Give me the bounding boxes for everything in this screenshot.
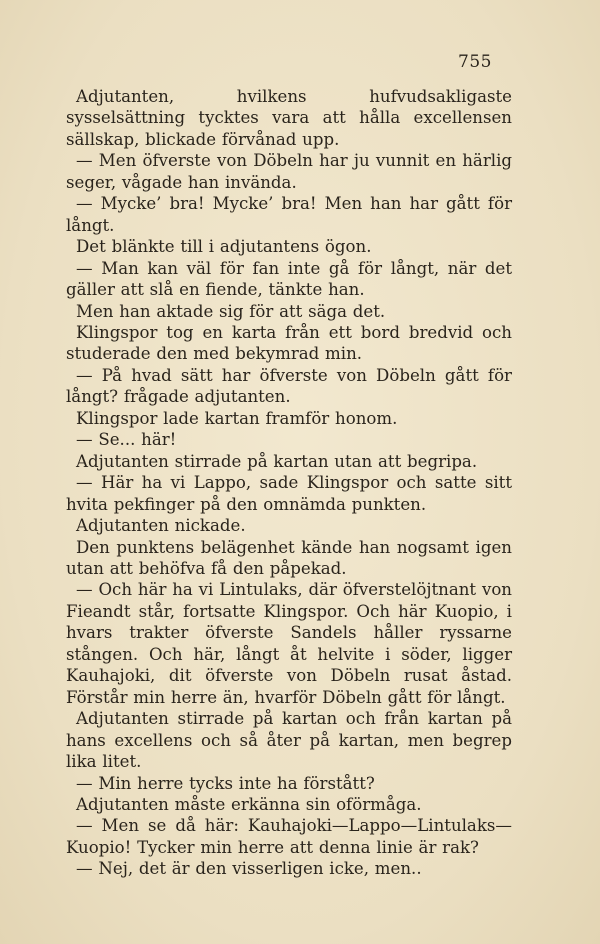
paragraph: Det blänkte till i adjutantens ögon. [76, 237, 372, 257]
body-text [66, 86, 512, 880]
paragraph: Klingspor lade kartan framför honom. [76, 408, 398, 428]
paragraph: — Men se då här: Kauhajoki—Lappo—Lintulaks—Kuopio! Tycker min herre att denna linie är rak? [66, 816, 512, 857]
paragraph: — Och här ha vi Lintulaks, där öfverstelöjtnant von Fieandt står, fortsatte Klingspor. Och här Kuopio, i hvars trakter öfverste Sandels håller ryssarne stången. Och här, långt åt helvite i söder, ligger Kauhajoki, dit öfverste von Döbeln rusat åstad. Förstår min herre än, hvarför Döbeln gått för långt. [66, 580, 512, 707]
paragraph: — Man kan väl för fan inte gå för långt, när det gäller att slå en fiende, tänkte han. [66, 258, 512, 300]
paragraph: — Här ha vi Lappo, sade Klingspor och satte sitt hvita pekfinger på den omnämda punkten. [66, 473, 512, 514]
paragraph: — Men öfverste von Döbeln har ju vunnit en härlig seger, vågade han invända. [66, 151, 512, 192]
paragraph: Men han aktade sig för att säga det. [76, 301, 386, 321]
paragraph: Adjutanten stirrade på kartan och från kartan på hans excellens och så åter på kartan, men begrep lika litet. [66, 709, 512, 772]
paragraph: Adjutanten, hvilkens hufvudsakligaste sysselsättning tycktes vara att hålla excellensen sällskap, blickade förvånad upp. [66, 87, 512, 149]
paragraph: — På hvad sätt har öfverste von Döbeln gått för långt? frågade adjutanten. [66, 365, 512, 407]
paragraph: Adjutanten stirrade på kartan utan att begripa. [76, 451, 478, 471]
paragraph: Den punktens belägenhet kände han nogsamt igen utan att behöfva få den påpekad. [66, 537, 512, 578]
paragraph: — Mycke’ bra! Mycke’ bra! Men han har gått för långt. [66, 194, 512, 235]
paragraph: — Min herre tycks inte ha förstått? [76, 773, 375, 793]
paragraph: Adjutanten nickade. [76, 516, 246, 536]
page-number: 755 [458, 52, 492, 72]
paragraph: — Nej, det är den visserligen icke, men.. [76, 859, 422, 879]
paragraph: — Se... här! [76, 430, 177, 450]
paragraph: Klingspor tog en karta från ett bord bredvid och studerade den med bekymrad min. [66, 322, 512, 364]
paragraph: Adjutanten måste erkänna sin oförmåga. [76, 794, 422, 814]
